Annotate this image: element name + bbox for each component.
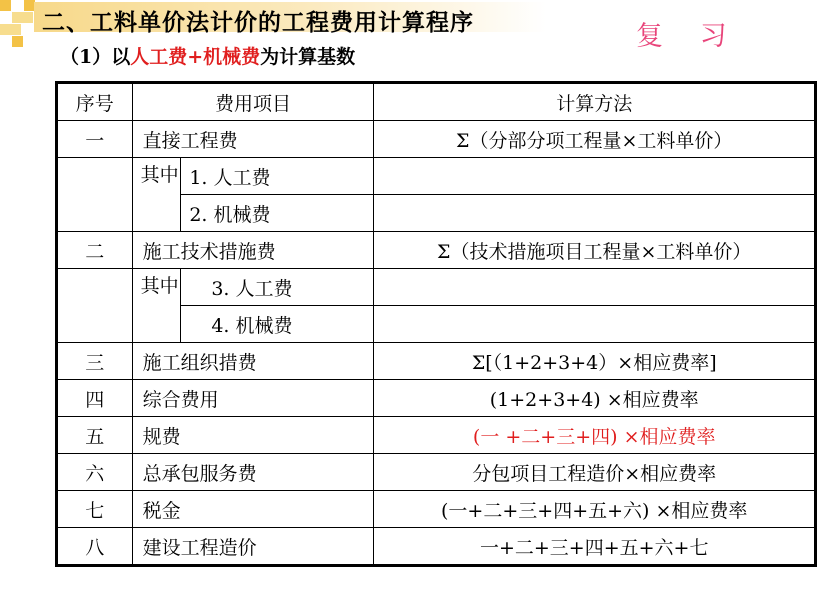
row-method: Σ（分部分项工程量×工料单价） xyxy=(374,121,816,158)
row-method: Σ（技术措施项目工程量×工料单价） xyxy=(374,232,816,269)
row-method-empty xyxy=(374,269,816,306)
qizhong-label: 其中 xyxy=(132,269,181,343)
header-method: 计算方法 xyxy=(374,83,816,121)
row-method-highlight: (一 +二+三+四) ×相应费率 xyxy=(374,417,816,454)
row-method: (一+二+三+四+五+六) ×相应费率 xyxy=(374,491,816,528)
table-row xyxy=(57,491,816,528)
page-title: 二、工料单价法计价的工程费用计算程序 xyxy=(42,9,474,36)
subtitle-prefix: （1）以 xyxy=(60,46,131,68)
row-no: 三 xyxy=(57,343,133,380)
row-no: 四 xyxy=(57,380,133,417)
header-no: 序号 xyxy=(57,83,133,121)
subtitle-highlight: 人工费+机械费 xyxy=(130,46,261,68)
table-row xyxy=(57,528,816,566)
row-item: 直接工程费 xyxy=(132,121,374,158)
row-item: 总承包服务费 xyxy=(132,454,374,491)
table-row xyxy=(57,232,816,269)
sub-item: 1. 人工费 xyxy=(181,158,374,195)
sub-item: 2. 机械费 xyxy=(181,195,374,232)
fee-calculation-table xyxy=(55,81,817,567)
row-item: 税金 xyxy=(132,491,374,528)
subtitle-suffix: 为计算基数 xyxy=(260,46,356,68)
row-method: 一+二+三+四+五+六+七 xyxy=(374,528,816,566)
table-row xyxy=(57,417,816,454)
row-no-empty xyxy=(57,158,133,232)
row-item: 施工技术措施费 xyxy=(132,232,374,269)
row-method: (1+2+3+4) ×相应费率 xyxy=(374,380,816,417)
row-no: 六 xyxy=(57,454,133,491)
row-no: 五 xyxy=(57,417,133,454)
row-item: 建设工程造价 xyxy=(132,528,374,566)
row-item: 施工组织措费 xyxy=(132,343,374,380)
qizhong-label: 其中 xyxy=(132,158,181,232)
table-row xyxy=(57,380,816,417)
table-row xyxy=(57,269,816,306)
row-no: 八 xyxy=(57,528,133,566)
table-row xyxy=(57,158,816,195)
sub-item: 3. 人工费 xyxy=(181,269,374,306)
row-method-empty xyxy=(374,306,816,343)
row-no-empty xyxy=(57,269,133,343)
row-no: 二 xyxy=(57,232,133,269)
row-method-empty xyxy=(374,158,816,195)
row-method: Σ[（1+2+3+4）×相应费率] xyxy=(374,343,816,380)
header-item: 费用项目 xyxy=(132,83,374,121)
row-item: 规费 xyxy=(132,417,374,454)
table-row xyxy=(57,343,816,380)
row-no: 一 xyxy=(57,121,133,158)
row-method: 分包项目工程造价×相应费率 xyxy=(374,454,816,491)
review-label: 复 习 xyxy=(636,21,741,52)
table-header-row xyxy=(57,83,816,121)
sub-item: 4. 机械费 xyxy=(181,306,374,343)
table-row xyxy=(57,121,816,158)
row-no: 七 xyxy=(57,491,133,528)
table-row xyxy=(57,454,816,491)
row-item: 综合费用 xyxy=(132,380,374,417)
subtitle xyxy=(60,42,355,69)
row-method-empty xyxy=(374,195,816,232)
